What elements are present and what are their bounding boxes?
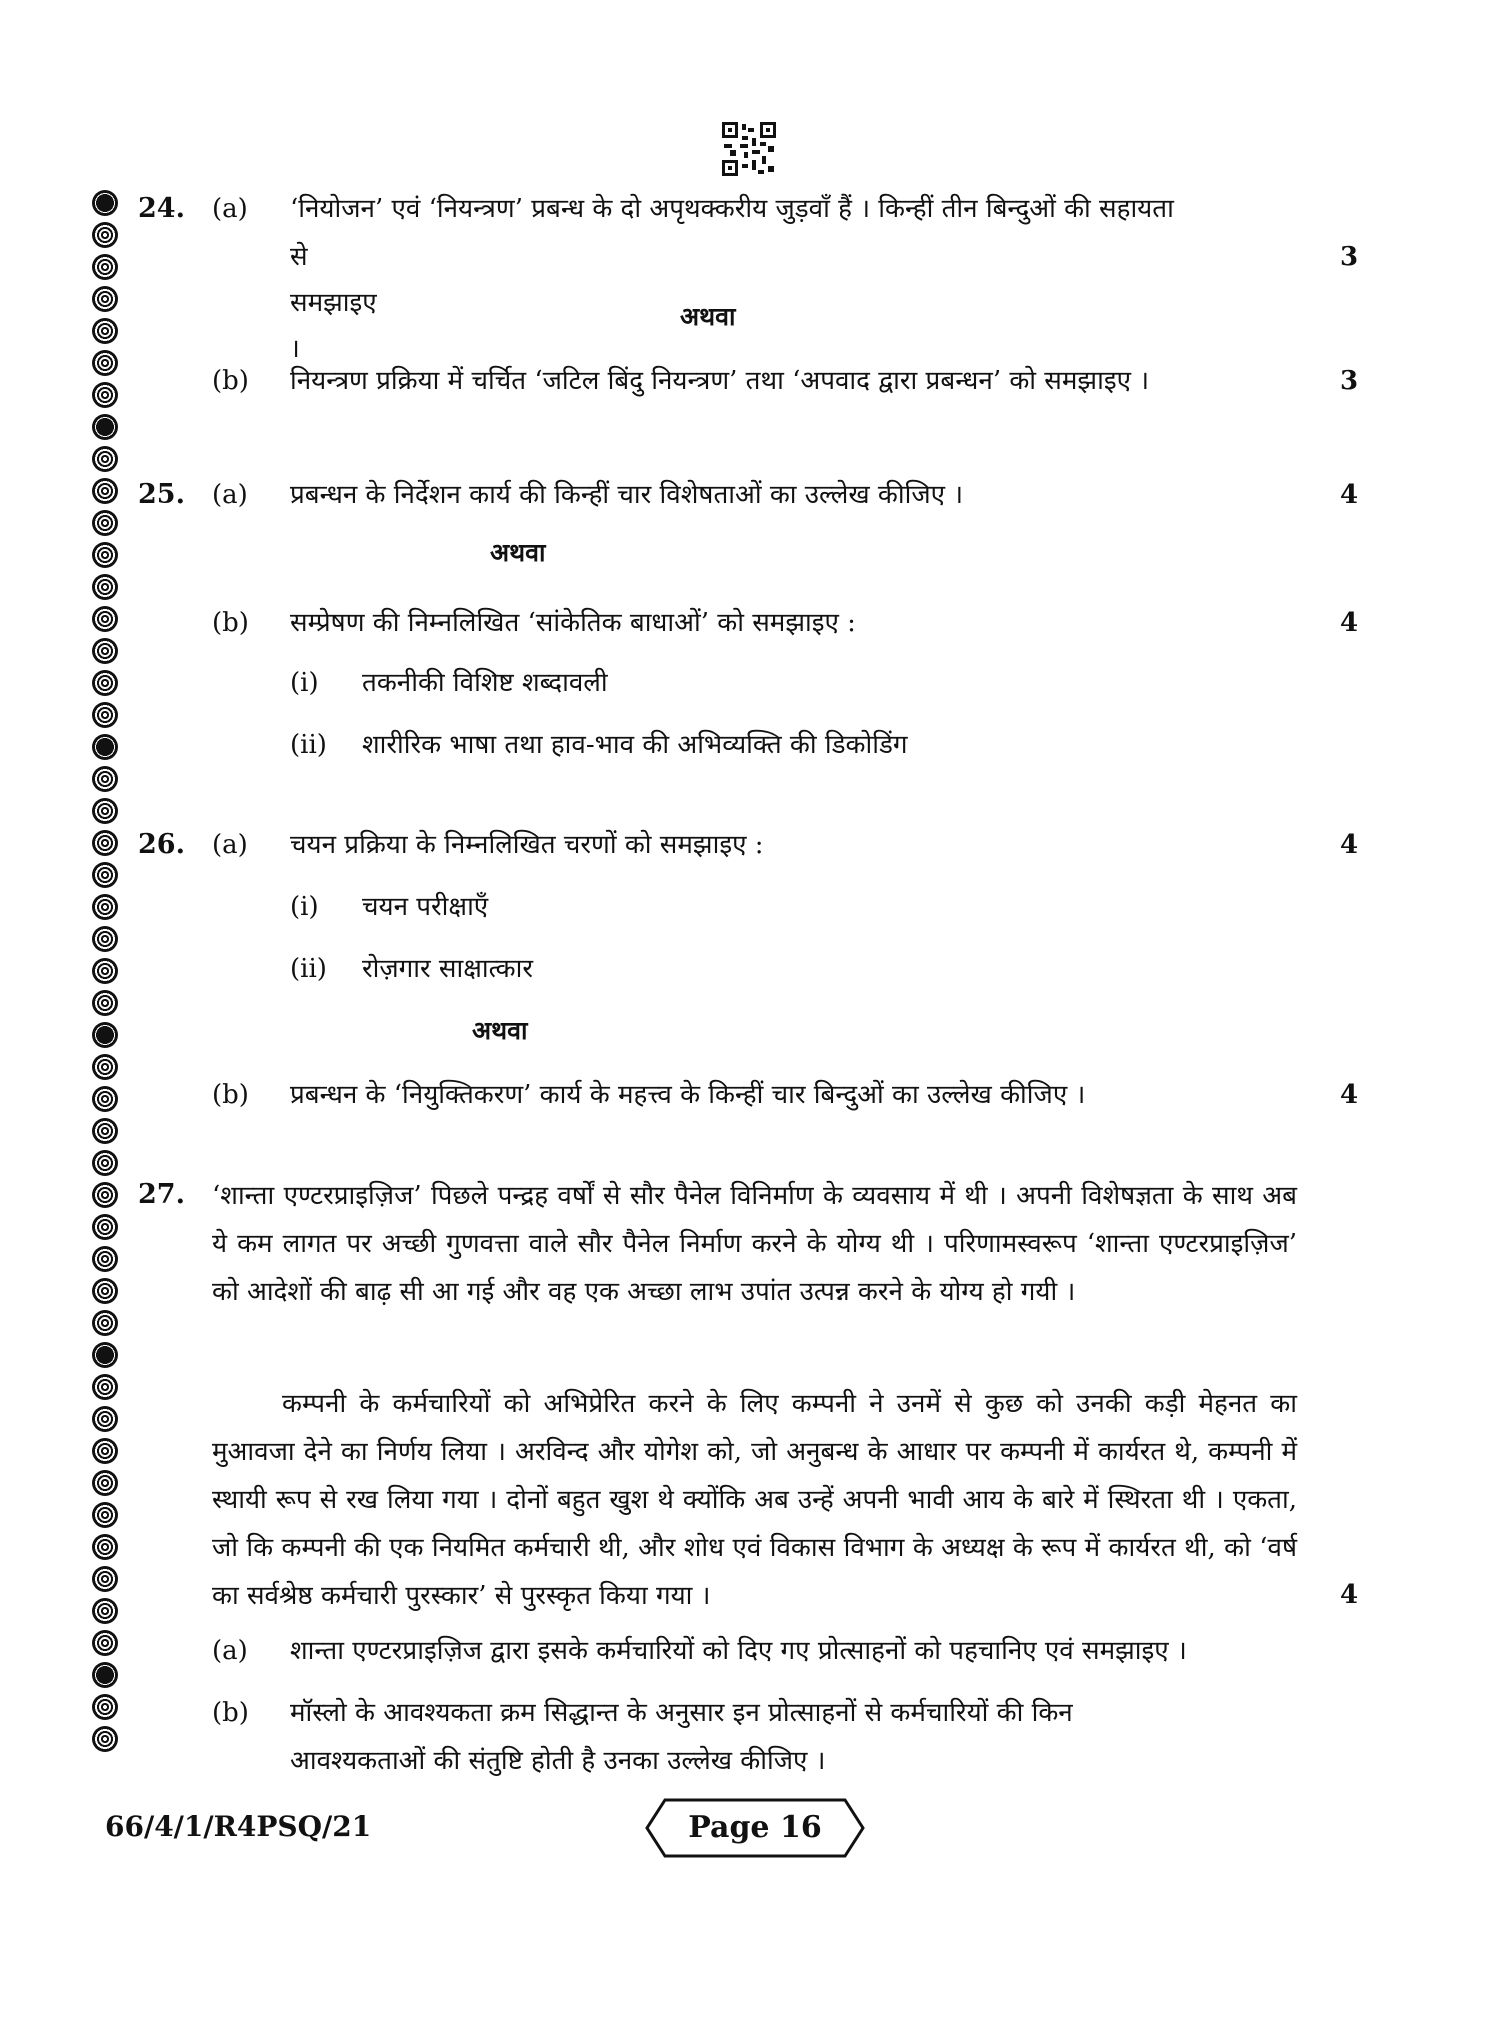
question-text: सम्प्रेषण की निम्नलिखित ‘सांकेतिक बाधाओं’ को समझाइए :	[290, 608, 856, 638]
marks: 4	[1340, 1580, 1359, 1610]
part-label: (b)	[212, 608, 249, 638]
question-text: आवश्यकताओं की संतुष्टि होती है उनका उल्लेख कीजिए ।	[290, 1746, 826, 1776]
sub-part-text: चयन परीक्षाएँ	[362, 892, 489, 922]
paper-code: 66/4/1/R4PSQ/21	[105, 1810, 372, 1843]
sub-part-label: (ii)	[290, 730, 327, 760]
sub-part-label: (i)	[290, 668, 319, 698]
case-paragraph-2: कम्पनी के कर्मचारियों को अभिप्रेरित करने के लिए कम्पनी ने उनमें से कुछ को उनकी कड़ी मेहनत का मुआवजा देने का निर्णय लिया । अरविन्द और योगेश को, जो अनुबन्ध के आधार पर कम्पनी में कार्यरत थे, कम्पनी में स्थायी रूप से रख लिया गया । दोनों बहुत खुश थे क्योंकि अब उन्हें अपनी भावी आय के बारे में स्थिरता थी । एकता, जो कि कम्पनी की एक नियमित कर्मचारी थी, और शोध एवं विकास विभाग के अध्यक्ष के रूप में कार्यरत थी, को ‘वर्ष का सर्वश्रेष्ठ कर्मचारी पुरस्कार’ से पुरस्कृत किया गया ।	[212, 1389, 1297, 1611]
question-text: प्रबन्धन के ‘नियुक्तिकरण’ कार्य के महत्त्व के किन्हीं चार बिन्दुओं का उल्लेख कीजिए ।	[290, 1080, 1086, 1110]
sub-part-label: (ii)	[290, 954, 327, 984]
question-text: प्रबन्धन के निर्देशन कार्य की किन्हीं चार विशेषताओं का उल्लेख कीजिए ।	[290, 480, 964, 510]
part-label: (a)	[212, 830, 248, 860]
or-separator: अथवा	[472, 1016, 528, 1045]
question-text: चयन प्रक्रिया के निम्नलिखित चरणों को समझाइए :	[290, 830, 764, 860]
part-label: (a)	[212, 480, 248, 510]
question-number: 26.	[138, 829, 185, 860]
question-text: मॉस्लो के आवश्यकता क्रम सिद्धान्त के अनुसार इन प्रोत्साहनों से कर्मचारियों की किन	[290, 1698, 1073, 1728]
question-text: नियन्त्रण प्रक्रिया में चर्चित ‘जटिल बिंदु नियन्त्रण’ तथा ‘अपवाद द्वारा प्रबन्धन’ को समझाइए ।	[290, 366, 1150, 396]
part-label: (b)	[212, 1080, 249, 1110]
sub-part-text: तकनीकी विशिष्ट शब्दावली	[362, 668, 608, 698]
question-number: 24.	[138, 193, 185, 224]
margin-rings	[92, 190, 132, 1758]
marks: 4	[1340, 830, 1359, 860]
case-paragraph-1: ‘शान्ता एण्टरप्राइज़िज’ पिछले पन्द्रह वर्षों से सौर पैनेल विनिर्माण के व्यवसाय में थी । अपनी विशेषज्ञता के साथ अब ये कम लागत पर अच्छी गुणवत्ता वाले सौर पैनेल निर्माण करने के योग्य थी । परिणामस्वरूप ‘शान्ता एण्टरप्राइज़िज’ को आदेशों की बाढ़ सी आ गई और वह एक अच्छा लाभ उपांत उत्पन्न करने के योग्य हो गयी ।	[212, 1181, 1297, 1307]
sub-part-text: रोज़गार साक्षात्कार	[362, 954, 533, 984]
qr-code-icon	[722, 122, 776, 176]
question-text: से समझाइए ।	[290, 242, 377, 364]
page-number-badge	[645, 1798, 865, 1858]
part-label: (a)	[212, 194, 248, 224]
part-label: (a)	[212, 1636, 248, 1666]
marks: 4	[1340, 608, 1359, 638]
question-number: 27.	[138, 1179, 185, 1210]
sub-part-label: (i)	[290, 892, 319, 922]
marks: 3	[1340, 366, 1359, 396]
marks: 3	[1340, 242, 1359, 272]
part-label: (b)	[212, 366, 249, 396]
question-text: शान्ता एण्टरप्राइज़िज द्वारा इसके कर्मचारियों को दिए गए प्रोत्साहनों को पहचानिए एवं समझाइए ।	[290, 1636, 1187, 1666]
question-text: ‘नियोजन’ एवं ‘नियन्त्रण’ प्रबन्ध के दो अपृथक्करीय जुड़वाँ हैं । किन्हीं तीन बिन्दुओं की सहायता	[290, 194, 1174, 224]
sub-part-text: शारीरिक भाषा तथा हाव-भाव की अभिव्यक्ति की डिकोडिंग	[362, 730, 908, 760]
question-number: 25.	[138, 479, 185, 510]
page-number: Page 16	[688, 1810, 822, 1845]
or-separator: अथवा	[680, 302, 736, 331]
marks: 4	[1340, 1080, 1359, 1110]
or-separator: अथवा	[490, 538, 546, 567]
part-label: (b)	[212, 1698, 249, 1728]
marks: 4	[1340, 480, 1359, 510]
